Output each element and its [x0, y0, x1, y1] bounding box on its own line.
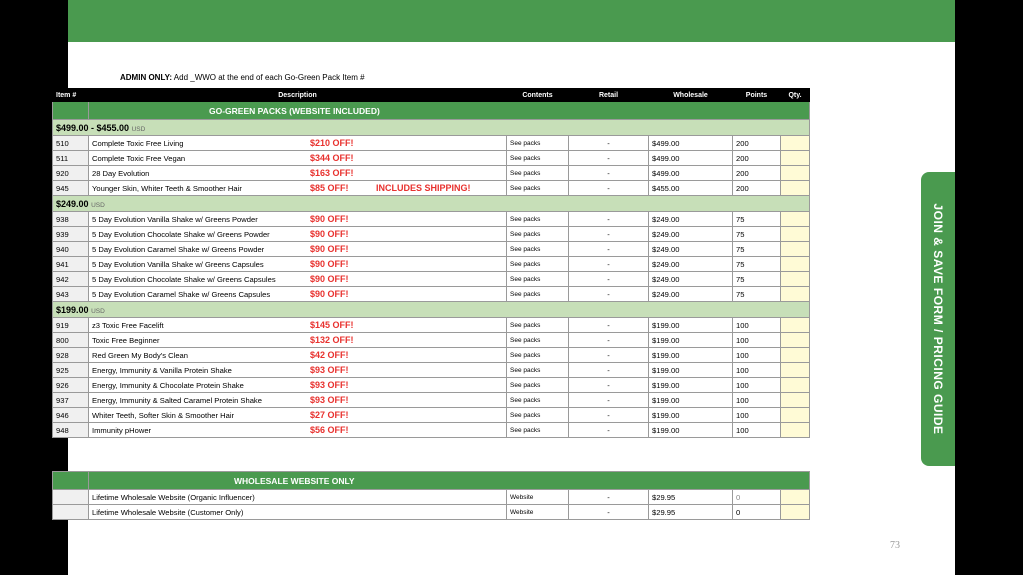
description-text: Toxic Free Beginner — [92, 335, 160, 345]
item-retail: - — [569, 257, 649, 272]
side-tab — [921, 172, 955, 466]
item-number: 511 — [53, 151, 89, 166]
item-description: Lifetime Wholesale Website (Organic Influencer) — [89, 490, 507, 505]
discount-label: $90 OFF! — [310, 229, 349, 239]
item-wholesale: $499.00 — [649, 136, 733, 151]
discount-label: $56 OFF! — [310, 425, 349, 435]
table-row — [53, 166, 810, 181]
qty-input[interactable] — [781, 423, 810, 438]
item-points: 100 — [733, 318, 781, 333]
description-text: Complete Toxic Free Vegan — [92, 153, 186, 163]
qty-input[interactable] — [781, 227, 810, 242]
item-retail: - — [569, 318, 649, 333]
item-description — [89, 318, 507, 333]
item-number: 946 — [53, 408, 89, 423]
description-text: 5 Day Evolution Caramel Shake w/ Greens Powder — [92, 244, 265, 254]
item-description — [89, 242, 507, 257]
description-text: Red Green My Body's Clean — [92, 350, 188, 360]
item-retail: - — [569, 136, 649, 151]
description-text: z3 Toxic Free Facelift — [92, 320, 164, 330]
description-text: 28 Day Evolution — [92, 168, 150, 178]
price-currency: USD — [131, 125, 146, 133]
table-row — [53, 490, 810, 505]
item-points: 75 — [733, 257, 781, 272]
item-points: 200 — [733, 151, 781, 166]
header-wholesale: Wholesale — [649, 89, 733, 102]
qty-input[interactable] — [781, 287, 810, 302]
item-description — [89, 287, 507, 302]
item-points: 100 — [733, 333, 781, 348]
discount-label: $163 OFF! — [310, 168, 354, 178]
table-header — [53, 89, 810, 102]
table-row — [53, 136, 810, 151]
discount-label: $85 OFF! — [310, 183, 349, 193]
description-text: Complete Toxic Free Living — [92, 138, 184, 148]
item-retail: - — [569, 151, 649, 166]
price-band — [53, 196, 810, 212]
item-contents: See packs — [507, 318, 569, 333]
item-wholesale: $199.00 — [649, 348, 733, 363]
description-text: Energy, Immunity & Salted Caramel Protein Shake — [92, 395, 262, 405]
header-points: Points — [733, 89, 781, 102]
admin-note-text: Add _WWO at the end of each Go-Green Pack Item # — [173, 73, 365, 82]
item-number — [53, 505, 89, 520]
qty-input[interactable] — [781, 490, 810, 505]
shipping-label: INCLUDES SHIPPING! — [376, 183, 471, 193]
qty-input[interactable] — [781, 348, 810, 363]
admin-note — [120, 73, 365, 82]
section-header — [53, 102, 810, 120]
item-number: 939 — [53, 227, 89, 242]
item-number: 943 — [53, 287, 89, 302]
item-contents: See packs — [507, 272, 569, 287]
qty-input[interactable] — [781, 242, 810, 257]
price-currency: USD — [91, 307, 105, 315]
table-row — [53, 378, 810, 393]
item-number: 945 — [53, 181, 89, 196]
price-band — [53, 120, 810, 136]
section-spacer — [53, 102, 89, 120]
table-row — [53, 318, 810, 333]
item-contents: See packs — [507, 212, 569, 227]
item-wholesale: $499.00 — [649, 166, 733, 181]
item-retail: - — [569, 348, 649, 363]
table-row — [53, 212, 810, 227]
item-points: 100 — [733, 363, 781, 378]
qty-input[interactable] — [781, 272, 810, 287]
table-row — [53, 287, 810, 302]
table-row — [53, 348, 810, 363]
item-number: 510 — [53, 136, 89, 151]
qty-input[interactable] — [781, 318, 810, 333]
item-retail: - — [569, 242, 649, 257]
qty-input[interactable] — [781, 505, 810, 520]
item-contents: See packs — [507, 393, 569, 408]
item-description — [89, 348, 507, 363]
item-number: 940 — [53, 242, 89, 257]
item-contents: See packs — [507, 166, 569, 181]
item-number: 937 — [53, 393, 89, 408]
table-row — [53, 408, 810, 423]
table-row — [53, 423, 810, 438]
item-number: 925 — [53, 363, 89, 378]
item-contents: See packs — [507, 151, 569, 166]
item-points: 100 — [733, 393, 781, 408]
qty-input[interactable] — [781, 408, 810, 423]
item-retail: - — [569, 393, 649, 408]
page-number: 73 — [890, 540, 900, 551]
discount-label: $145 OFF! — [310, 320, 354, 330]
qty-input[interactable] — [781, 212, 810, 227]
table-row — [53, 333, 810, 348]
item-number: 920 — [53, 166, 89, 181]
description-text: 5 Day Evolution Vanilla Shake w/ Greens Powder — [92, 214, 258, 224]
item-points: 75 — [733, 287, 781, 302]
price-range — [53, 120, 810, 136]
discount-label: $93 OFF! — [310, 395, 349, 405]
item-contents: See packs — [507, 333, 569, 348]
item-wholesale: $199.00 — [649, 408, 733, 423]
item-wholesale: $249.00 — [649, 242, 733, 257]
table-row — [53, 393, 810, 408]
description-text: Energy, Immunity & Vanilla Protein Shake — [92, 365, 232, 375]
item-number: 919 — [53, 318, 89, 333]
header-qty: Qty. — [781, 89, 810, 102]
item-points: 75 — [733, 227, 781, 242]
item-description — [89, 181, 507, 196]
item-retail: - — [569, 181, 649, 196]
description-text: 5 Day Evolution Chocolate Shake w/ Greens Capsules — [92, 274, 276, 284]
website-table — [52, 471, 810, 520]
item-points: 200 — [733, 136, 781, 151]
item-retail: - — [569, 363, 649, 378]
table-row — [53, 227, 810, 242]
item-description — [89, 272, 507, 287]
item-retail: - — [569, 272, 649, 287]
qty-input[interactable] — [781, 136, 810, 151]
item-contents: See packs — [507, 242, 569, 257]
price-range-value: $249.00 — [56, 198, 89, 209]
header-item: Item # — [53, 89, 89, 102]
item-number: 948 — [53, 423, 89, 438]
item-number: 926 — [53, 378, 89, 393]
pricing-table — [52, 88, 810, 438]
table-row — [53, 272, 810, 287]
discount-label: $90 OFF! — [310, 244, 349, 254]
description-text: Whiter Teeth, Softer Skin & Smoother Hair — [92, 410, 235, 420]
discount-label: $93 OFF! — [310, 365, 349, 375]
item-retail: - — [569, 166, 649, 181]
item-description — [89, 393, 507, 408]
item-contents: See packs — [507, 136, 569, 151]
item-wholesale: $499.00 — [649, 151, 733, 166]
item-number: 941 — [53, 257, 89, 272]
item-description — [89, 151, 507, 166]
item-wholesale: $199.00 — [649, 423, 733, 438]
item-retail: - — [569, 505, 649, 520]
item-wholesale: $199.00 — [649, 363, 733, 378]
item-points: 75 — [733, 242, 781, 257]
description-text: Younger Skin, Whiter Teeth & Smoother Hair — [92, 183, 242, 193]
table-row — [53, 242, 810, 257]
table-row — [53, 505, 810, 520]
description-text: 5 Day Evolution Vanilla Shake w/ Greens Capsules — [92, 259, 264, 269]
item-wholesale: $199.00 — [649, 378, 733, 393]
item-points: 75 — [733, 272, 781, 287]
table-row — [53, 257, 810, 272]
item-retail: - — [569, 287, 649, 302]
item-retail: - — [569, 212, 649, 227]
item-description — [89, 212, 507, 227]
item-retail: - — [569, 333, 649, 348]
item-description — [89, 408, 507, 423]
item-points: 200 — [733, 166, 781, 181]
item-points: 0 — [733, 505, 781, 520]
item-points: 100 — [733, 423, 781, 438]
header-description: Description — [89, 89, 507, 102]
discount-label: $344 OFF! — [310, 153, 354, 163]
discount-label: $90 OFF! — [310, 274, 349, 284]
item-points: 100 — [733, 348, 781, 363]
header-contents: Contents — [507, 89, 569, 102]
item-wholesale: $249.00 — [649, 272, 733, 287]
discount-label: $90 OFF! — [310, 259, 349, 269]
description-text: 5 Day Evolution Caramel Shake w/ Greens Capsules — [92, 289, 271, 299]
item-description — [89, 227, 507, 242]
description-text: Immunity pHower — [92, 425, 152, 435]
item-wholesale: $199.00 — [649, 318, 733, 333]
item-contents: Website — [507, 505, 569, 520]
item-wholesale: $249.00 — [649, 212, 733, 227]
item-number: 800 — [53, 333, 89, 348]
item-wholesale: $249.00 — [649, 257, 733, 272]
admin-note-label: ADMIN ONLY: — [120, 73, 172, 82]
price-band — [53, 302, 810, 318]
discount-label: $90 OFF! — [310, 289, 349, 299]
item-wholesale: $249.00 — [649, 227, 733, 242]
item-contents: See packs — [507, 181, 569, 196]
item-points: 100 — [733, 408, 781, 423]
price-range — [53, 196, 810, 212]
item-wholesale: $29.95 — [649, 505, 733, 520]
table-row — [53, 363, 810, 378]
price-range-value: $499.00 - $455.00 — [56, 122, 130, 133]
qty-input[interactable] — [781, 151, 810, 166]
item-description — [89, 333, 507, 348]
item-points: 200 — [733, 181, 781, 196]
price-range-value: $199.00 — [56, 304, 89, 315]
item-contents: Website — [507, 490, 569, 505]
item-wholesale: $249.00 — [649, 287, 733, 302]
item-wholesale: $199.00 — [649, 393, 733, 408]
table-row — [53, 151, 810, 166]
discount-label: $90 OFF! — [310, 214, 349, 224]
section-header — [53, 472, 810, 490]
top-banner — [68, 0, 955, 42]
item-contents: See packs — [507, 378, 569, 393]
qty-input[interactable] — [781, 166, 810, 181]
item-number: 942 — [53, 272, 89, 287]
discount-label: $132 OFF! — [310, 335, 354, 345]
item-wholesale: $199.00 — [649, 333, 733, 348]
qty-input[interactable] — [781, 181, 810, 196]
item-number — [53, 490, 89, 505]
discount-label: $27 OFF! — [310, 410, 349, 420]
section-title: GO-GREEN PACKS (WEBSITE INCLUDED) — [89, 102, 810, 120]
item-description — [89, 257, 507, 272]
item-number: 928 — [53, 348, 89, 363]
item-retail: - — [569, 378, 649, 393]
item-description — [89, 136, 507, 151]
item-description — [89, 378, 507, 393]
item-contents: See packs — [507, 287, 569, 302]
item-points: 0 — [733, 490, 781, 505]
item-description — [89, 166, 507, 181]
item-contents: See packs — [507, 348, 569, 363]
price-range — [53, 302, 810, 318]
item-contents: See packs — [507, 408, 569, 423]
qty-input[interactable] — [781, 333, 810, 348]
item-retail: - — [569, 423, 649, 438]
section-spacer — [53, 472, 89, 490]
qty-input[interactable] — [781, 393, 810, 408]
qty-input[interactable] — [781, 363, 810, 378]
description-text: 5 Day Evolution Chocolate Shake w/ Greens Powder — [92, 229, 270, 239]
item-wholesale: $455.00 — [649, 181, 733, 196]
qty-input[interactable] — [781, 378, 810, 393]
discount-label: $210 OFF! — [310, 138, 354, 148]
header-retail: Retail — [569, 89, 649, 102]
qty-input[interactable] — [781, 257, 810, 272]
item-points: 75 — [733, 212, 781, 227]
item-description: Lifetime Wholesale Website (Customer Only) — [89, 505, 507, 520]
price-currency: USD — [91, 201, 105, 209]
item-number: 938 — [53, 212, 89, 227]
item-wholesale: $29.95 — [649, 490, 733, 505]
description-text: Energy, Immunity & Chocolate Protein Shake — [92, 380, 244, 390]
side-tab-label: JOIN & SAVE FORM / PRICING GUIDE — [931, 203, 945, 435]
discount-label: $42 OFF! — [310, 350, 349, 360]
section-title: WHOLESALE WEBSITE ONLY — [89, 472, 810, 490]
item-description — [89, 363, 507, 378]
item-contents: See packs — [507, 227, 569, 242]
item-points: 100 — [733, 378, 781, 393]
item-contents: See packs — [507, 423, 569, 438]
item-retail: - — [569, 408, 649, 423]
item-retail: - — [569, 227, 649, 242]
item-retail: - — [569, 490, 649, 505]
table-row — [53, 181, 810, 196]
item-contents: See packs — [507, 257, 569, 272]
item-contents: See packs — [507, 363, 569, 378]
discount-label: $93 OFF! — [310, 380, 349, 390]
item-description — [89, 423, 507, 438]
